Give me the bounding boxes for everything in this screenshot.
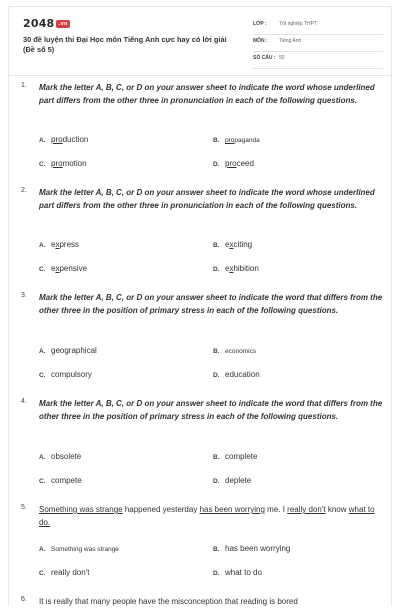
document-title: 30 đề luyện thi Đại Học môn Tiếng Anh cực hay có lời giải (Đề số 5) [23, 35, 227, 54]
option-d[interactable]: D. exhibition [213, 264, 259, 273]
question-instruction: Mark the letter A, B, C, or D on your answer sheet to indicate the word that differs from the other three in the position of primary stress in each of the following questions. [39, 399, 383, 421]
option-c[interactable]: C. really don't [39, 568, 90, 577]
option-d[interactable]: D. what to do [213, 568, 262, 577]
logo-text: 2048 [23, 17, 55, 30]
question-sentence: It is really that many people have the misconception that reading is bored [39, 597, 298, 606]
option-b[interactable]: B. exciting [213, 240, 253, 249]
meta-class: LỚP : Tốt nghiệp THPT [253, 18, 383, 35]
logo-badge: .vn [58, 21, 68, 27]
question-number: 5. [21, 504, 27, 511]
page-header [9, 7, 393, 71]
question-number: 3. [21, 292, 27, 299]
question-number: 4. [21, 398, 27, 405]
option-a[interactable]: A. obsolete [39, 452, 82, 461]
option-a[interactable]: A. geographical [39, 346, 97, 355]
option-a[interactable]: A. Something was strange [39, 546, 119, 553]
document-meta [253, 18, 383, 69]
site-logo[interactable] [23, 17, 70, 30]
option-c[interactable]: C. compulsory [39, 370, 92, 379]
option-c[interactable]: C. expensive [39, 264, 88, 273]
option-d[interactable]: D. proceed [213, 159, 254, 168]
question-number: 1. [21, 82, 27, 89]
option-a[interactable]: A. express [39, 240, 80, 249]
option-b[interactable]: B. has been worrying [213, 544, 291, 553]
option-c[interactable]: C. promotion [39, 159, 87, 168]
exam-page [8, 6, 392, 606]
question-sentence: Something was strange happened yesterday has been worrying me. I really don't know what to do. [39, 505, 375, 527]
question-instruction: Mark the letter A, B, C, or D on your answer sheet to indicate the word whose underlined part differs from the other three in pronunciation in each of the following questions. [39, 188, 375, 210]
meta-subject: MÔN : Tiếng Anh [253, 35, 383, 52]
question-number: 2. [21, 187, 27, 194]
option-d[interactable]: D. deplete [213, 476, 252, 485]
option-b[interactable]: B. complete [213, 452, 258, 461]
option-a[interactable]: A. production [39, 135, 89, 144]
header-divider [9, 75, 393, 76]
option-b[interactable]: B. economics [213, 348, 257, 355]
option-d[interactable]: D. education [213, 370, 260, 379]
question-instruction: Mark the letter A, B, C, or D on your answer sheet to indicate the word whose underlined part differs from the other three in pronunciation in each of the following questions. [39, 83, 375, 105]
question-instruction: Mark the letter A, B, C, or D on your answer sheet to indicate the word that differs from the other three in the position of primary stress in each of the following questions. [39, 293, 383, 315]
question-number: 6. [21, 596, 27, 603]
option-c[interactable]: C. compete [39, 476, 82, 485]
meta-question-count: SỐ CÂU : 50 [253, 52, 383, 69]
option-b[interactable]: B. propaganda [213, 137, 260, 144]
